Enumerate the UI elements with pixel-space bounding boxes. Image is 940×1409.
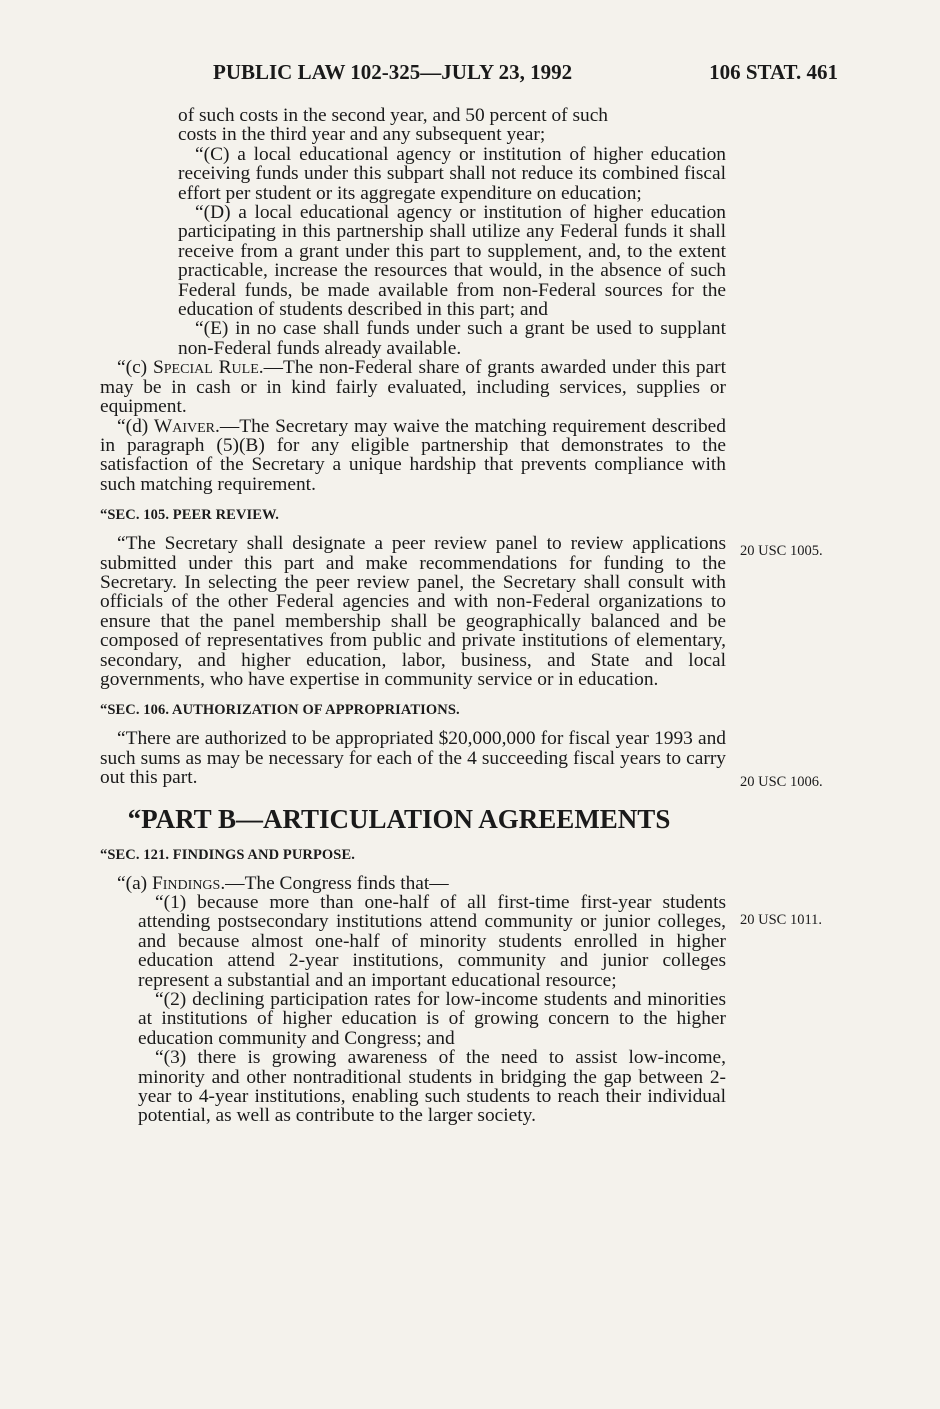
margin-note-121: 20 USC 1011.: [740, 912, 823, 928]
findings-heading: Findings: [151, 872, 221, 894]
header-page-number: 106 STAT. 461: [709, 60, 838, 84]
clause-c: “(C) a local educational agency or institution of higher education receiving funds under this subpart shall not reduce its combined fiscal effort per student or its aggregate expenditure on education;: [178, 143, 726, 204]
subsection-a-findings: “(a) Findings.—The Congress finds that—: [117, 872, 449, 894]
clause-e: “(E) in no case shall funds under such a grant be used to supplant non-Federal funds already available.: [178, 318, 726, 359]
header-title: PUBLIC LAW 102-325—JULY 23, 1992: [213, 60, 573, 84]
section-105-text: “The Secretary shall designate a peer review panel to review applications submitted under this part and make recommendations for funding to the Secretary. In selecting the peer review panel, the Secretary shall consult with officials of the other Federal agencies and with non-Federal organizations to ensure that the panel membership shall be geographically balanced and be composed of representatives from public and private institutions of elementary, secondary, and higher education, labor, business, and State and local governments, who have expertise in community service or in education.: [100, 533, 726, 690]
section-121-heading: “SEC. 121. FINDINGS AND PURPOSE.: [100, 846, 355, 863]
waiver-heading: Waiver: [153, 415, 215, 437]
body-text: [100, 106, 726, 1126]
special-rule-heading: Special Rule: [152, 357, 259, 379]
finding-1: “(1) because more than one-half of all first-time first-year students attending postsecondary institutions attend community or junior colleges, and because almost one-half of minority students enrolled in higher education attend 2-year institutions, community and junior colleges represent a substantial and an important educational resource;: [138, 892, 726, 991]
margin-note-106: 20 USC 1006.: [740, 774, 823, 790]
section-105-heading: “SEC. 105. PEER REVIEW.: [100, 507, 280, 524]
finding-3: “(3) there is growing awareness of the need to assist low-income, minority and other nontraditional students in bridging the gap between 2-year to 4-year institutions, enabling such students to reach their individual potential, as well as contribute to the larger society.: [138, 1047, 726, 1127]
continuation-line-1: of such costs in the second year, and 50 percent of such: [178, 105, 608, 126]
page-header: [213, 60, 838, 88]
continuation-line-2: costs in the third year and any subsequent year;: [178, 124, 546, 146]
margin-note-105: 20 USC 1005.: [740, 543, 823, 559]
part-b-heading: “PART B—ARTICULATION AGREEMENTS: [127, 803, 671, 834]
section-106-text: “There are authorized to be appropriated $20,000,000 for fiscal year 1993 and such sums as may be necessary for each of the 4 succeeding fiscal years to carry out this part.: [100, 728, 726, 789]
subsection-c-special-rule: “(c) Special Rule.—The non-Federal share of grants awarded under this part may be in cash or in kind fairly evaluated, including services, supplies or equipment.: [100, 357, 727, 418]
finding-2: “(2) declining participation rates for low-income students and minorities at institutions of higher education is of growing concern to the higher education community and Congress; and: [138, 989, 726, 1049]
subsection-d-waiver: “(d) Waiver.—The Secretary may waive the matching requirement described in paragraph (5)(B) for any eligible partnership that demonstrates to the satisfaction of the Secretary a unique hardship that prevents compliance with such matching requirement.: [100, 415, 726, 495]
clause-d: “(D) a local educational agency or institution of higher education participating in this partnership shall utilize any Federal funds it shall receive from a grant under this part to supplement, and, to the extent practicable, increase the resources that would, in the absence of such Federal funds, be made available from non-Federal sources for the education of students described in this part; and: [178, 202, 726, 321]
section-106-heading: “SEC. 106. AUTHORIZATION OF APPROPRIATIONS.: [100, 702, 460, 719]
